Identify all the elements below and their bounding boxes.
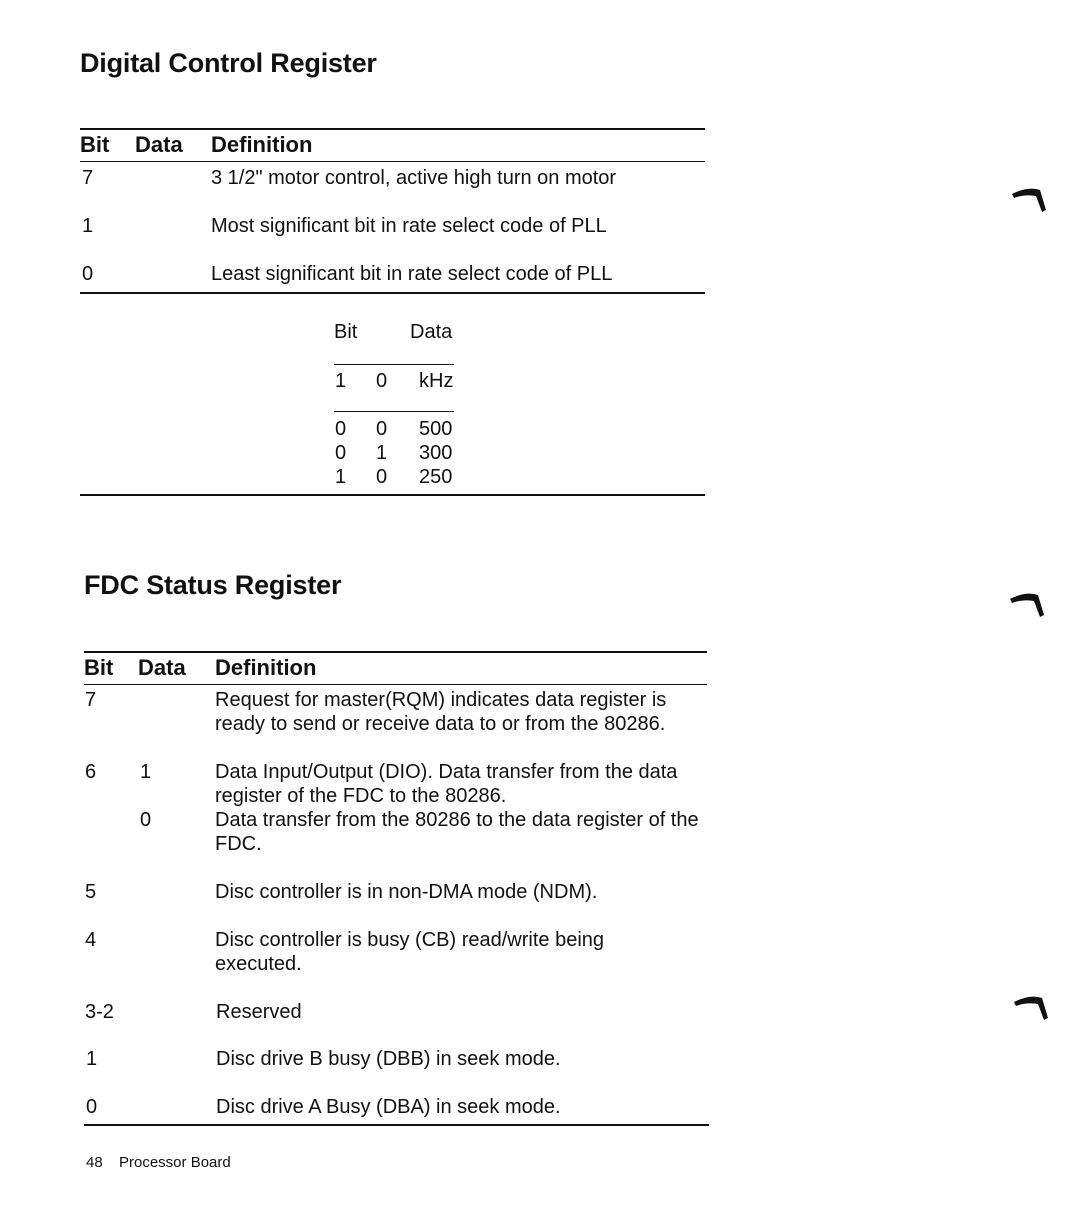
dcr-header-rule xyxy=(80,161,705,162)
fdc-top-rule xyxy=(84,651,707,653)
registration-mark-icon xyxy=(1012,988,1052,1022)
fdc-row-data: 1 xyxy=(140,761,152,783)
dcr-header-data: Data xyxy=(135,132,183,157)
dcr-row-definition: Least significant bit in rate select code of PLL xyxy=(211,263,613,285)
rate-cell: 0 xyxy=(335,442,347,464)
fdc-row-data: 0 xyxy=(140,809,152,831)
fdc-row-definition: Data Input/Output (DIO). Data transfer from the data register of the FDC to the 80286. xyxy=(215,761,678,807)
fdc-row-bit: 7 xyxy=(85,689,97,711)
fdc-row-definition: Disc drive A Busy (DBA) in seek mode. xyxy=(216,1096,561,1118)
rate-header-data: Data xyxy=(410,321,453,343)
rate-subheader-khz: kHz xyxy=(419,370,454,392)
rate-subheader-bit1: 1 xyxy=(335,370,347,392)
dcr-title: Digital Control Register xyxy=(80,48,377,78)
fdc-row-bit: 3-2 xyxy=(85,1001,114,1023)
rate-cell: 1 xyxy=(376,442,388,464)
fdc-header-bit: Bit xyxy=(84,655,114,680)
fdc-header-rule xyxy=(84,684,707,685)
fdc-row-bit: 1 xyxy=(86,1048,98,1070)
registration-mark-icon xyxy=(1010,180,1050,214)
registration-mark-icon xyxy=(1008,585,1048,619)
fdc-row-bit: 0 xyxy=(86,1096,98,1118)
fdc-row-bit: 4 xyxy=(85,929,97,951)
dcr-row-bit: 7 xyxy=(82,167,94,189)
footer-section: Processor Board xyxy=(119,1154,231,1171)
page-number: 48 xyxy=(86,1154,103,1171)
dcr-row-definition: 3 1/2" motor control, active high turn on motor xyxy=(211,167,617,189)
rate-cell: 250 xyxy=(419,466,453,488)
rate-cell: 0 xyxy=(335,418,347,440)
dcr-header-definition: Definition xyxy=(211,132,313,157)
dcr-row-bit: 1 xyxy=(82,215,94,237)
rate-cell: 0 xyxy=(376,466,388,488)
fdc-row-definition: Request for master(RQM) indicates data register is ready to send or receive data to or from the 80286. xyxy=(215,689,667,735)
dcr-rows-rule xyxy=(80,292,705,294)
fdc-row-definition: Disc controller is in non-DMA mode (NDM). xyxy=(215,881,598,903)
fdc-header-data: Data xyxy=(138,655,186,680)
rate-cell: 0 xyxy=(376,418,388,440)
dcr-header-bit: Bit xyxy=(80,132,110,157)
rate-top-rule xyxy=(334,364,454,365)
fdc-title: FDC Status Register xyxy=(84,570,342,600)
fdc-row-definition: Data transfer from the 80286 to the data register of the FDC. xyxy=(215,809,699,855)
fdc-row-definition: Reserved xyxy=(216,1001,302,1023)
fdc-row-bit: 5 xyxy=(85,881,97,903)
fdc-bottom-rule xyxy=(84,1124,709,1126)
dcr-top-rule xyxy=(80,128,705,130)
dcr-row-bit: 0 xyxy=(82,263,94,285)
rate-cell: 1 xyxy=(335,466,347,488)
rate-subheader-bit0: 0 xyxy=(376,370,388,392)
fdc-row-definition: Disc controller is busy (CB) read/write being executed. xyxy=(215,929,605,975)
rate-cell: 500 xyxy=(419,418,453,440)
rate-header-bit: Bit xyxy=(334,321,358,343)
fdc-row-bit: 6 xyxy=(85,761,97,783)
rate-mid-rule xyxy=(334,411,454,412)
fdc-row-definition: Disc drive B busy (DBB) in seek mode. xyxy=(216,1048,561,1070)
fdc-header-definition: Definition xyxy=(215,655,317,680)
rate-cell: 300 xyxy=(419,442,453,464)
dcr-bottom-rule xyxy=(80,494,705,496)
dcr-row-definition: Most significant bit in rate select code of PLL xyxy=(211,215,607,237)
